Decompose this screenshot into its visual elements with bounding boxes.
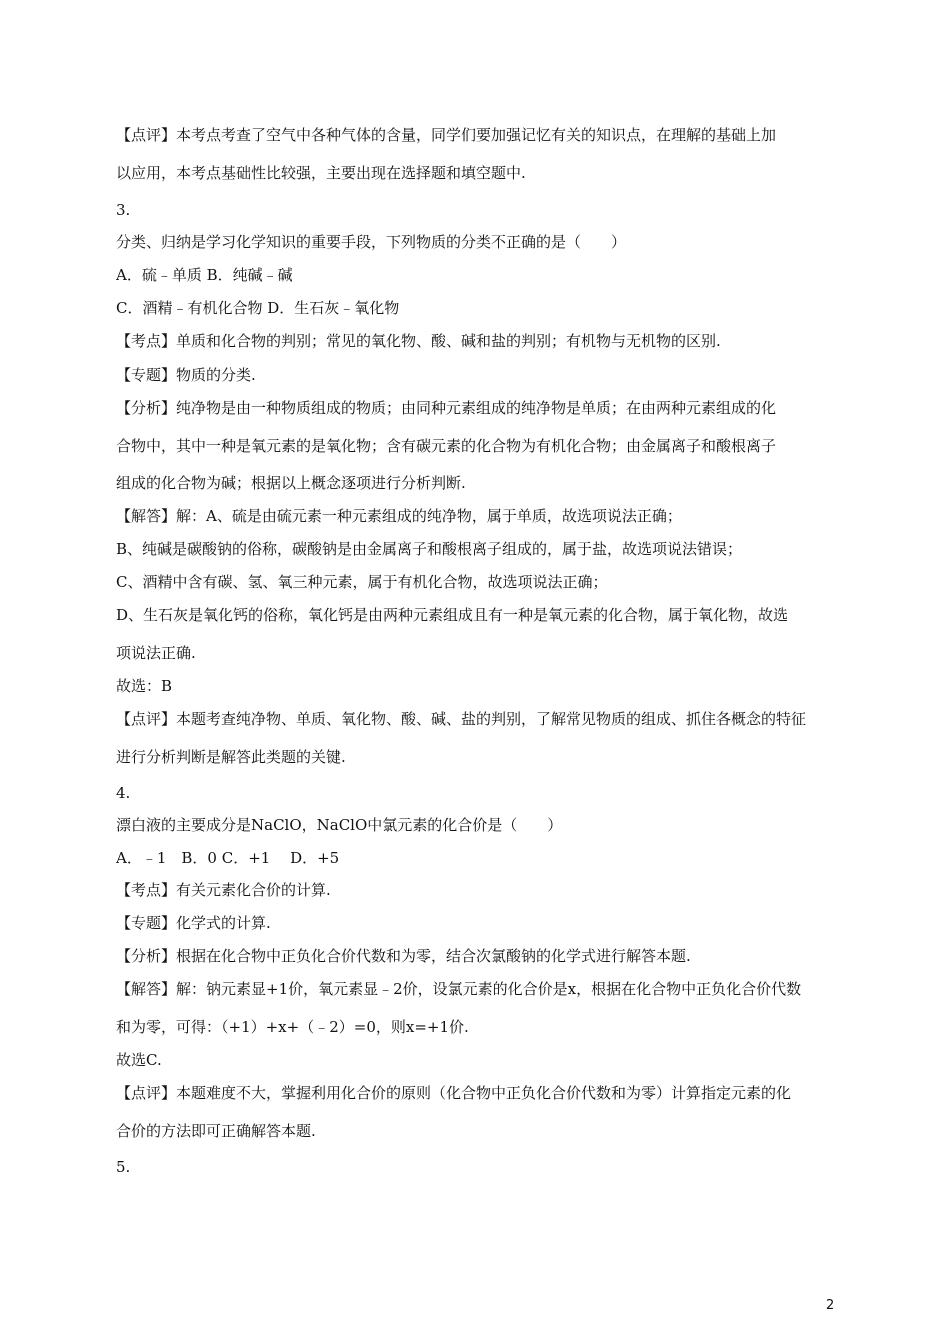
review-label: 【点评】: [116, 126, 177, 144]
q4-dianping-line-1: 【点评】本题难度不大，掌握利用化合价的原则（化合物中正负化合价代数和为零）计算指定元素的化: [116, 1084, 792, 1102]
q3-fenxi-line-2: 合物中，其中一种是氧元素的是氧化物；含有碳元素的化合物为有机化合物；由金属离子和酸根离子: [116, 437, 777, 455]
q4-answer: 故选C.: [116, 1051, 162, 1069]
dianping-label: 【点评】: [116, 710, 177, 728]
q3-options-line-2: C．酒精﹣有机化合物 D．生石灰﹣氧化物: [116, 299, 400, 317]
kaodian-label: 【考点】: [116, 332, 177, 350]
q3-zhuanti: 【专题】物质的分类.: [116, 366, 256, 384]
q3-options-line-1: A．硫﹣单质 B．纯碱﹣碱: [116, 266, 293, 284]
q4-kaodian: 【考点】有关元素化合价的计算.: [116, 881, 331, 899]
q4-dianping-line-2: 合价的方法即可正确解答本题.: [116, 1122, 316, 1140]
q3-dianping-line-1: 【点评】本题考查纯净物、单质、氧化物、酸、碱、盐的判别，了解常见物质的组成、抓住各概念的特征: [116, 710, 807, 728]
zhuanti-label: 【专题】: [116, 914, 177, 932]
jieda-label: 【解答】: [116, 507, 177, 525]
q3-fenxi-line-3: 组成的化合物为碱；根据以上概念逐项进行分析判断.: [116, 474, 466, 492]
q2-review-line-1: 【点评】本考点考查了空气中各种气体的含量，同学们要加强记忆有关的知识点，在理解的基础上加: [116, 126, 777, 144]
q3-jieda-line-3: C、酒精中含有碳、氢、氧三种元素，属于有机化合物，故选项说法正确；: [116, 573, 608, 591]
q3-jieda-line-4: D、生石灰是氧化钙的俗称，氧化钙是由两种元素组成且有一种是氧元素的化合物，属于氧化物，故选: [116, 606, 789, 624]
zhuanti-label: 【专题】: [116, 366, 177, 384]
q3-jieda-line-5: 项说法正确.: [116, 644, 196, 662]
q3-jieda-line-2: B、纯碱是碳酸钠的俗称，碳酸钠是由金属离子和酸根离子组成的，属于盐，故选项说法错误；: [116, 540, 743, 558]
q4-options: A．﹣1 B．0 C．+1 D．+5: [116, 849, 340, 867]
q3-jieda-line-1: 【解答】解：A、硫是由硫元素一种元素组成的纯净物，属于单质，故选项说法正确；: [116, 507, 682, 525]
q3-answer: 故选：B: [116, 677, 173, 695]
kaodian-label: 【考点】: [116, 881, 177, 899]
q4-jieda-line-1: 【解答】解：钠元素显+1价，氧元素显﹣2价，设氯元素的化合价是x，根据在化合物中正负化合价代数: [116, 980, 802, 998]
page-number: 2: [826, 1298, 835, 1313]
q3-fenxi-line-1: 【分析】纯净物是由一种物质组成的物质；由同种元素组成的纯净物是单质；在由两种元素组成的化: [116, 399, 777, 417]
q3-stem: 分类、归纳是学习化学知识的重要手段，下列物质的分类不正确的是（ ）: [116, 233, 627, 251]
q4-fenxi: 【分析】根据在化合物中正负化合价代数和为零，结合次氯酸钠的化学式进行解答本题.: [116, 947, 691, 965]
fenxi-label: 【分析】: [116, 947, 177, 965]
dianping-label: 【点评】: [116, 1084, 177, 1102]
q5-number: 5.: [116, 1158, 131, 1176]
q3-number: 3.: [116, 201, 131, 219]
q3-kaodian: 【考点】单质和化合物的判别；常见的氧化物、酸、碱和盐的判别；有机物与无机物的区别.: [116, 332, 721, 350]
q4-number: 4.: [116, 784, 131, 802]
jieda-label: 【解答】: [116, 980, 177, 998]
fenxi-label: 【分析】: [116, 399, 177, 417]
q4-stem: 漂白液的主要成分是NaClO，NaClO中氯元素的化合价是（ ）: [116, 816, 563, 834]
q3-dianping-line-2: 进行分析判断是解答此类题的关键.: [116, 748, 346, 766]
q2-review-line-2: 以应用，本考点基础性比较强，主要出现在选择题和填空题中.: [116, 164, 526, 182]
q4-zhuanti: 【专题】化学式的计算.: [116, 914, 271, 932]
q4-jieda-line-2: 和为零，可得：（+1）+x+（﹣2）=0，则x=+1价.: [116, 1018, 469, 1036]
